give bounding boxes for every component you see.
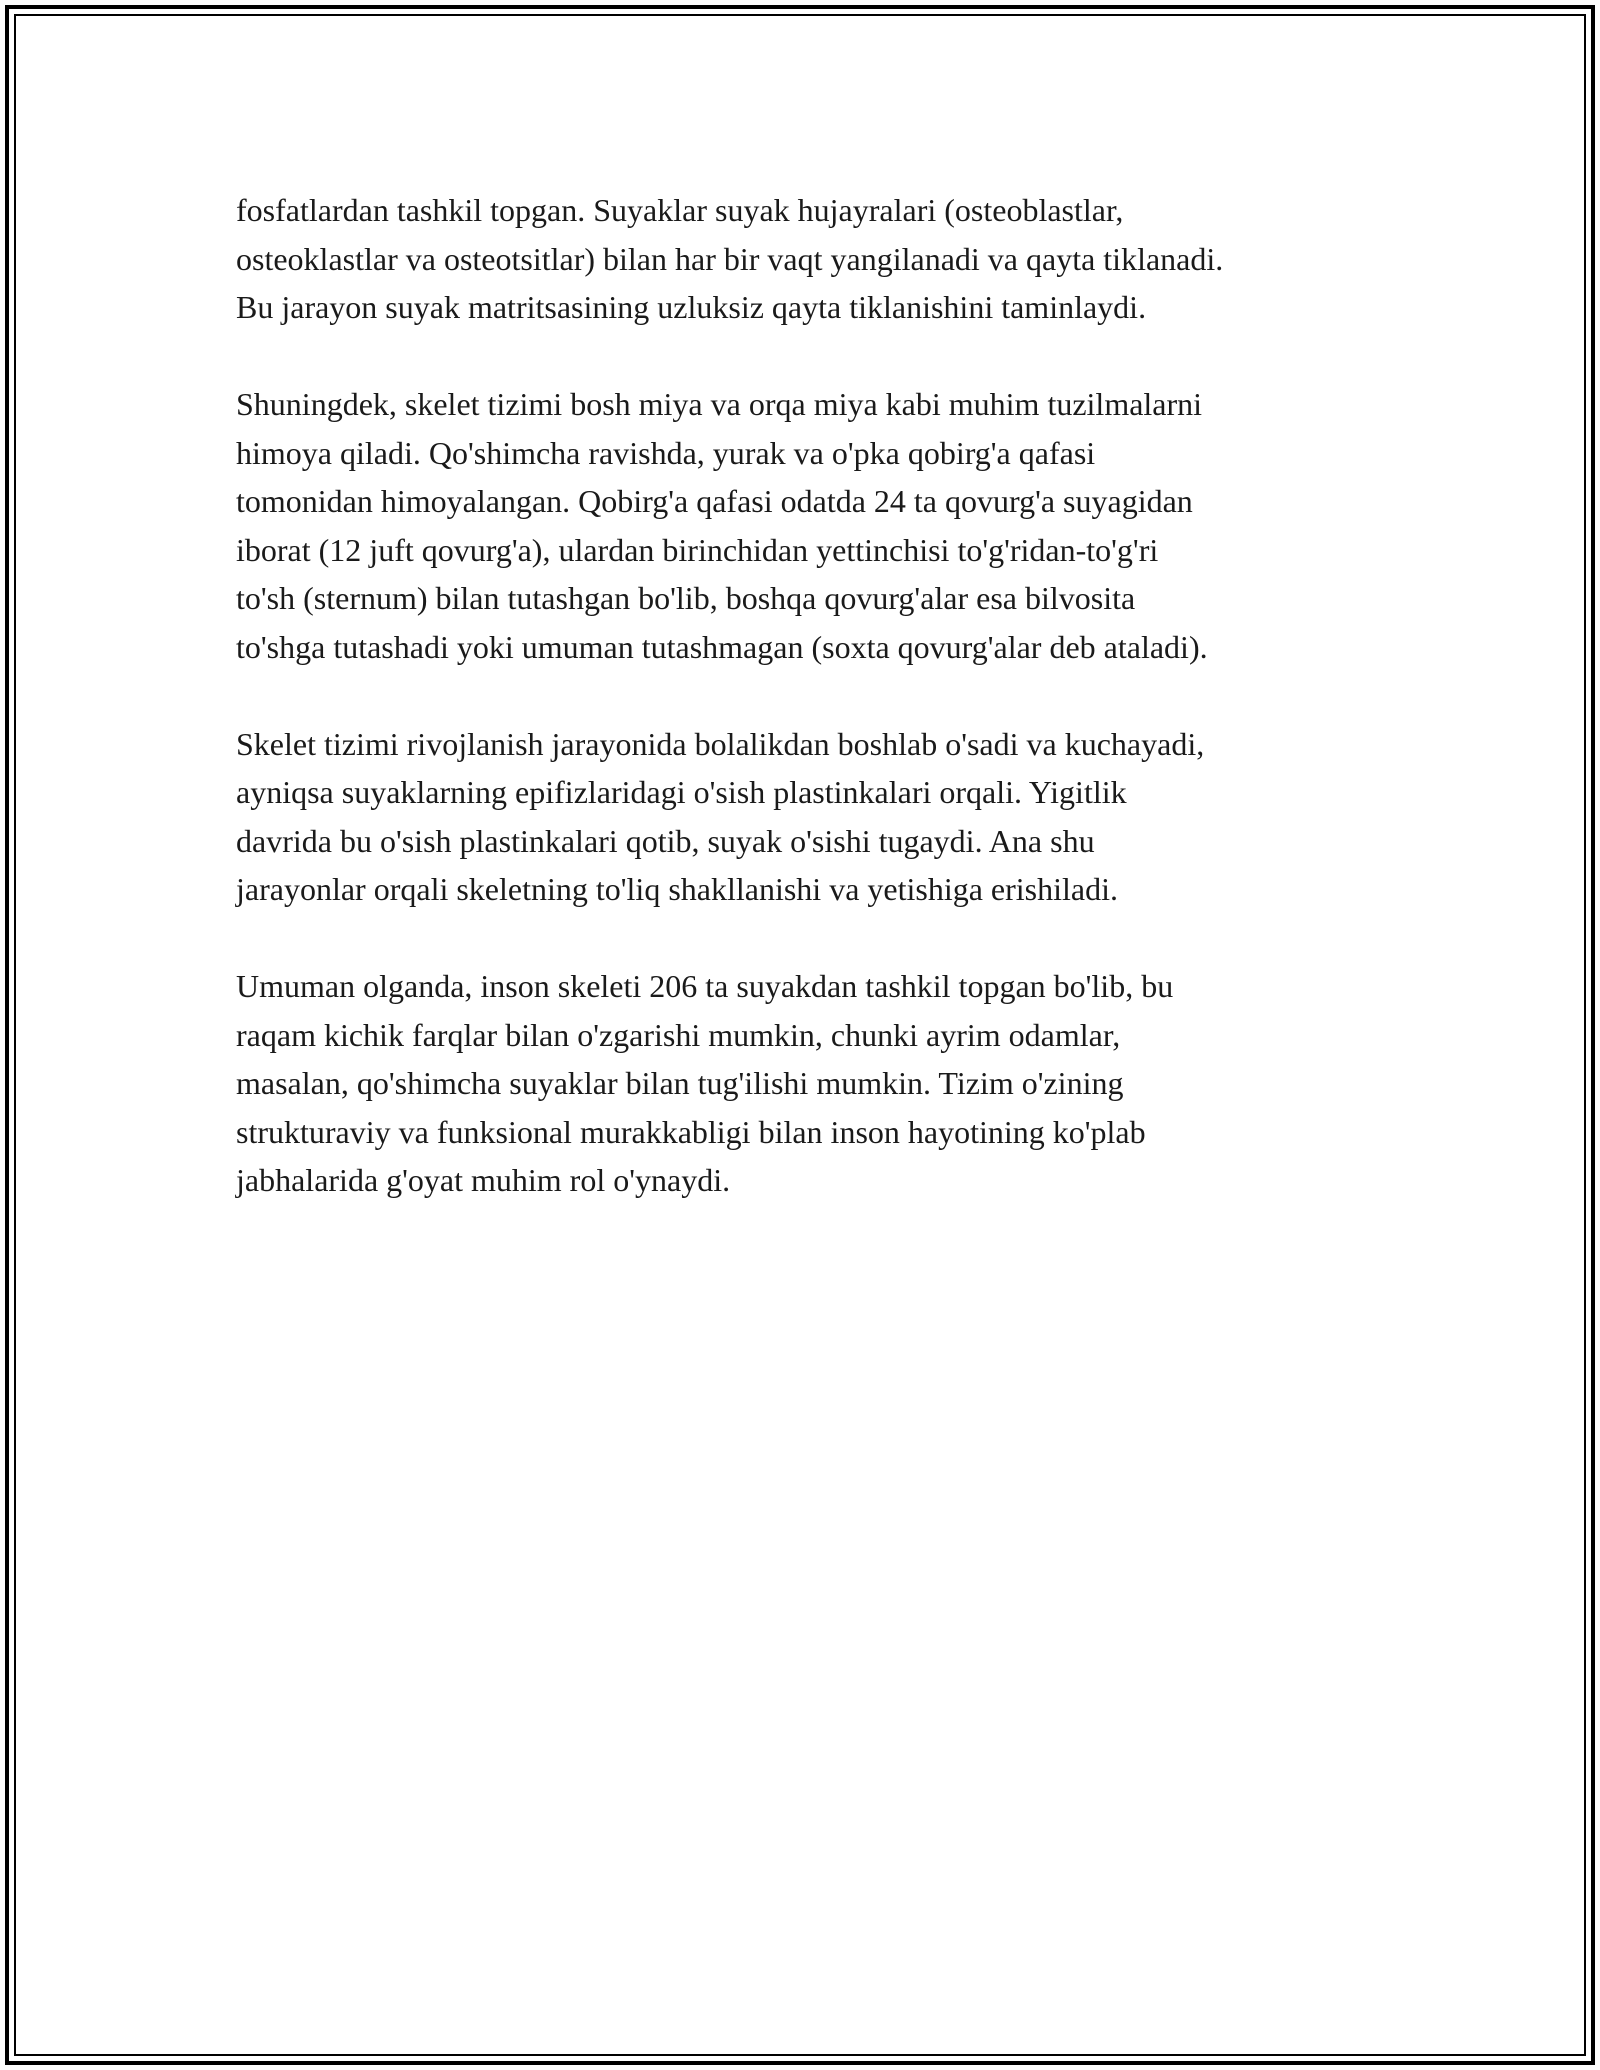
text-line: strukturaviy va funksional murakkabligi bilan inson hayotining ko'plab [236,1113,1146,1150]
text-line: Skelet tizimi rivojlanish jarayonida bolalikdan boshlab o'sadi va kuchayadi, [236,725,1205,762]
text-line: Shuningdek, skelet tizimi bosh miya va orqa miya kabi muhim tuzilmalarni [236,386,1203,422]
text-line: fosfatlardan tashkil topgan. Suyaklar suyak hujayralari (osteoblastlar, [236,192,1124,228]
text-line: masalan, qo'shimcha suyaklar bilan tug'ilishi mumkin. Tizim o'zining [236,1065,1124,1101]
text-line: iborat (12 juft qovurg'a), ulardan birinchidan yettinchisi to'g'ridan-to'g'ri [236,531,1159,568]
text-line: jabhalarida g'oyat muhim rol o'ynaydi. [236,1162,731,1198]
text-line: to'shga tutashadi yoki umuman tutashmagan (soxta qovurg'alar deb ataladi). [236,628,1208,665]
text-line: to'sh (sternum) bilan tutashgan bo'lib, boshqa qovurg'alar esa bilvosita [236,580,1136,616]
paragraph-bone-renewal [236,186,1416,332]
paragraph-protection [236,380,1416,671]
text-line: ayniqsa suyaklarning epifizlaridagi o'sish plastinkalari orqali. Yigitlik [236,774,1127,810]
text-line: raqam kichik farqlar bilan o'zgarishi mumkin, chunki ayrim odamlar, [236,1016,1121,1053]
text-line: Umuman olganda, inson skeleti 206 ta suyakdan tashkil topgan bo'lib, bu [236,968,1174,1004]
text-line: davrida bu o'sish plastinkalari qotib, suyak o'sishi tugaydi. Ana shu [236,822,1095,859]
document-body [236,186,1416,1253]
paragraph-development [236,720,1416,914]
text-line: osteoklastlar va osteotsitlar) bilan har bir vaqt yangilanadi va qayta tiklanadi. [236,240,1224,277]
text-line: himoya qiladi. Qo'shimcha ravishda, yurak va o'pka qobirg'a qafasi [236,434,1096,471]
paragraph-summary [236,962,1416,1205]
text-line: tomonidan himoyalangan. Qobirg'a qafasi odatda 24 ta qovurg'a suyagidan [236,483,1193,519]
text-line: Bu jarayon suyak matritsasining uzluksiz qayta tiklanishini taminlaydi. [236,289,1147,325]
text-line: jarayonlar orqali skeletning to'liq shakllanishi va yetishiga erishiladi. [236,871,1118,907]
